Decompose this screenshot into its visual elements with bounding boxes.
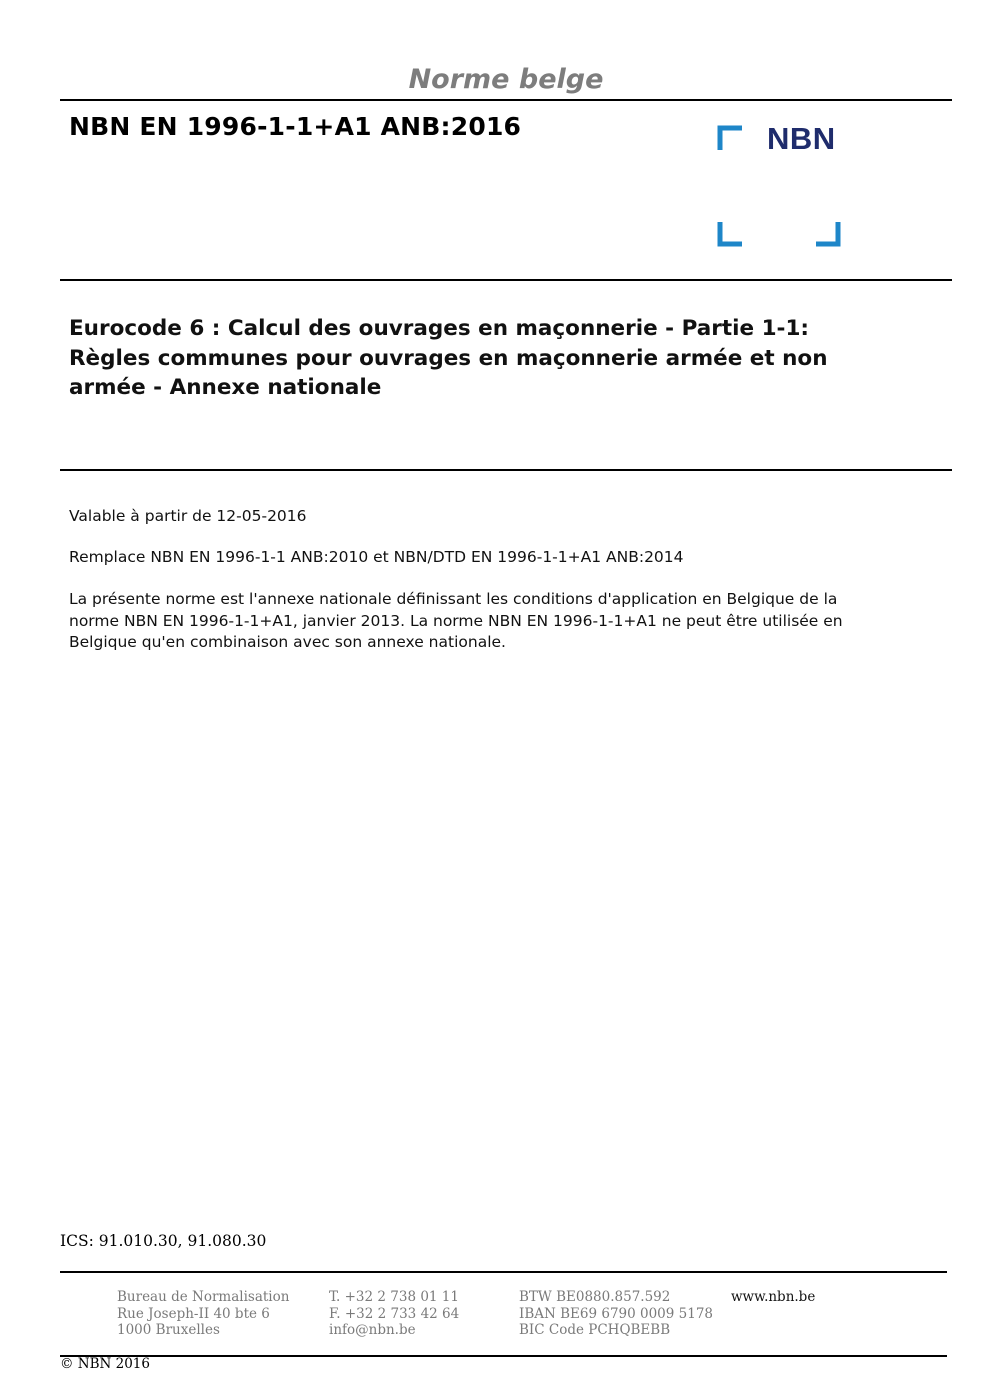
footer-top-rule bbox=[60, 1271, 947, 1273]
footer-address-line: Bureau de Normalisation bbox=[117, 1289, 290, 1305]
footer-email[interactable]: info@nbn.be bbox=[329, 1322, 416, 1338]
ics-codes: ICS: 91.010.30, 91.080.30 bbox=[60, 1232, 267, 1250]
replaces-text: Remplace NBN EN 1996-1-1 ANB:2010 et NBN/DTD EN 1996-1-1+A1 ANB:2014 bbox=[69, 548, 684, 566]
title-line: Eurocode 6 : Calcul des ouvrages en maçonnerie - Partie 1-1: bbox=[69, 316, 810, 341]
footer-address-line: Rue Joseph-II 40 bte 6 bbox=[117, 1305, 270, 1322]
valid-from-text: Valable à partir de 12-05-2016 bbox=[69, 507, 307, 525]
footer-address-line: 1000 Bruxelles bbox=[117, 1322, 220, 1338]
footer-fax: F. +32 2 733 42 64 bbox=[329, 1305, 460, 1322]
footer-phone: T. +32 2 738 01 11 bbox=[329, 1289, 459, 1305]
title-line: Règles communes pour ouvrages en maçonnerie armée et non bbox=[69, 345, 828, 371]
copyright-text: © NBN 2016 bbox=[60, 1356, 150, 1372]
title-line: armée - Annexe nationale bbox=[69, 375, 382, 400]
footer-iban: IBAN BE69 6790 0009 5178 bbox=[519, 1305, 714, 1322]
title-bottom-rule bbox=[60, 469, 952, 471]
intro-line: La présente norme est l'annexe nationale définissant les conditions d'application en Belgique de la bbox=[69, 590, 838, 608]
footer-address bbox=[117, 1289, 289, 1339]
intro-paragraph bbox=[69, 589, 929, 654]
footer-website-link[interactable]: www.nbn.be bbox=[731, 1289, 816, 1305]
footer-bic: BIC Code PCHQBEBB bbox=[519, 1322, 671, 1338]
intro-line: norme NBN EN 1996-1-1+A1, janvier 2013. La norme NBN EN 1996-1-1+A1 ne peut être utilisée en bbox=[69, 611, 843, 630]
footer-vat: BTW BE0880.857.592 bbox=[519, 1289, 671, 1305]
norme-belge-label: Norme belge bbox=[408, 64, 604, 95]
copyright-rule bbox=[60, 1355, 947, 1357]
header-top-rule bbox=[60, 99, 952, 101]
nbn-logo-text: NBN bbox=[767, 121, 836, 156]
footer-contact bbox=[329, 1289, 459, 1339]
header-bottom-rule bbox=[60, 279, 952, 281]
footer-bank bbox=[519, 1289, 713, 1339]
standard-number: NBN EN 1996-1-1+A1 ANB:2016 bbox=[69, 112, 522, 141]
intro-line: Belgique qu'en combinaison avec son annexe nationale. bbox=[69, 633, 506, 651]
document-title bbox=[69, 314, 949, 403]
